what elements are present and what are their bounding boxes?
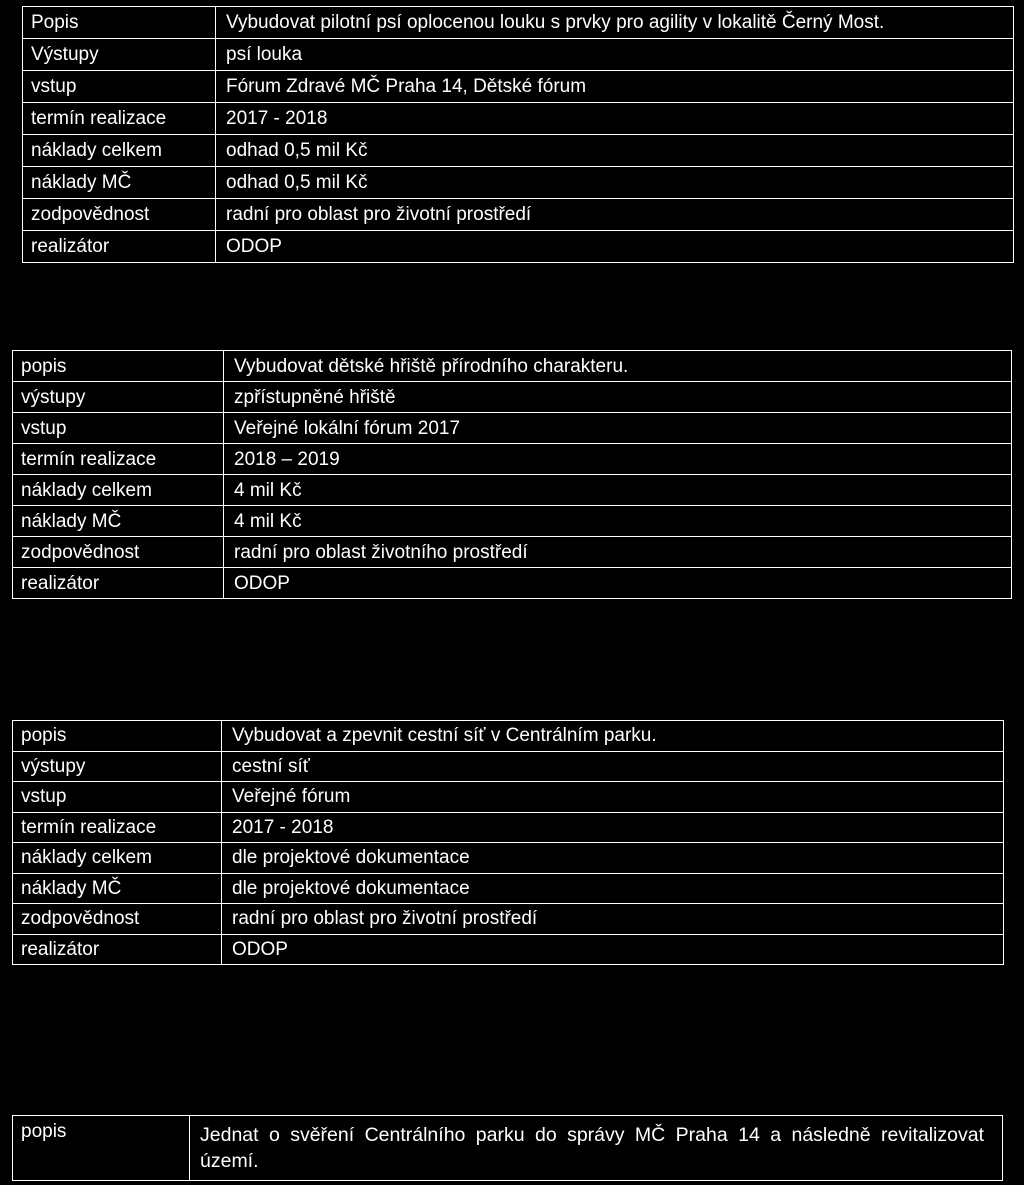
table-row: [13, 537, 1012, 568]
row-value-vystupy: cestní síť: [222, 751, 1004, 782]
table-row: [23, 231, 1014, 263]
row-value-realizator: ODOP: [224, 568, 1012, 599]
row-value-naklady-mc: odhad 0,5 mil Kč: [216, 167, 1014, 199]
row-value-vystupy: psí louka: [216, 39, 1014, 71]
row-label-realizator: realizátor: [13, 934, 222, 965]
row-label-realizator: realizátor: [13, 568, 224, 599]
row-value-termin: 2018 – 2019: [224, 444, 1012, 475]
table-row: [23, 7, 1014, 39]
table-row: [23, 103, 1014, 135]
row-value-zodpovednost: radní pro oblast pro životní prostředí: [222, 904, 1004, 935]
row-value-vstup: Fórum Zdravé MČ Praha 14, Dětské fórum: [216, 71, 1014, 103]
row-label-termin: termín realizace: [23, 103, 216, 135]
row-value-termin: 2017 - 2018: [222, 812, 1004, 843]
table-row: [13, 568, 1012, 599]
row-label-termin: termín realizace: [13, 444, 224, 475]
row-label-popis: Popis: [23, 7, 216, 39]
row-label-zodpovednost: zodpovědnost: [23, 199, 216, 231]
row-value-vstup: Veřejné lokální fórum 2017: [224, 413, 1012, 444]
table-row: [13, 873, 1004, 904]
table-row: [23, 135, 1014, 167]
row-value-vstup: Veřejné fórum: [222, 782, 1004, 813]
table-row: [13, 506, 1012, 537]
row-label-vystupy: Výstupy: [23, 39, 216, 71]
row-label-realizator: realizátor: [23, 231, 216, 263]
row-value-naklady-celkem: odhad 0,5 mil Kč: [216, 135, 1014, 167]
row-label-naklady-celkem: náklady celkem: [13, 843, 222, 874]
row-label-popis: popis: [13, 721, 222, 752]
table-row: [13, 812, 1004, 843]
row-value-naklady-celkem: dle projektové dokumentace: [222, 843, 1004, 874]
table-row: [23, 71, 1014, 103]
row-label-vstup: vstup: [23, 71, 216, 103]
table-row: [13, 444, 1012, 475]
table-row: [13, 843, 1004, 874]
project-table-path-network: [12, 720, 1004, 965]
row-label-naklady-mc: náklady MČ: [13, 873, 222, 904]
row-label-naklady-celkem: náklady celkem: [23, 135, 216, 167]
table-row: [23, 167, 1014, 199]
row-label-naklady-mc: náklady MČ: [23, 167, 216, 199]
table-row: [23, 39, 1014, 71]
row-value-naklady-mc: 4 mil Kč: [224, 506, 1012, 537]
row-value-popis: Vybudovat dětské hřiště přírodního charakteru.: [224, 351, 1012, 382]
row-label-termin: termín realizace: [13, 812, 222, 843]
row-value-realizator: ODOP: [216, 231, 1014, 263]
project-table-dog-meadow: [22, 6, 1014, 263]
row-label-naklady-mc: náklady MČ: [13, 506, 224, 537]
row-label-naklady-celkem: náklady celkem: [13, 475, 224, 506]
row-label-popis: popis: [13, 1116, 190, 1181]
row-value-popis: Vybudovat a zpevnit cestní síť v Centrálním parku.: [222, 721, 1004, 752]
table-row: [13, 413, 1012, 444]
table-row: [13, 721, 1004, 752]
row-label-popis: popis: [13, 351, 224, 382]
row-label-vystupy: výstupy: [13, 382, 224, 413]
table-row: [13, 782, 1004, 813]
table-row: [23, 199, 1014, 231]
table-row: [13, 751, 1004, 782]
table-row: [13, 475, 1012, 506]
project-table-playground: [12, 350, 1012, 599]
row-label-zodpovednost: zodpovědnost: [13, 904, 222, 935]
table-row: [13, 351, 1012, 382]
project-table-central-park: [12, 1115, 1003, 1181]
row-value-naklady-celkem: 4 mil Kč: [224, 475, 1012, 506]
row-value-naklady-mc: dle projektové dokumentace: [222, 873, 1004, 904]
table-row: [13, 934, 1004, 965]
row-value-realizator: ODOP: [222, 934, 1004, 965]
row-label-vystupy: výstupy: [13, 751, 222, 782]
row-label-vstup: vstup: [13, 413, 224, 444]
row-value-zodpovednost: radní pro oblast pro životní prostředí: [216, 199, 1014, 231]
row-value-vystupy: zpřístupněné hřiště: [224, 382, 1012, 413]
row-value-popis: Jednat o svěření Centrálního parku do správy MČ Praha 14 a následně revitalizovat území.: [190, 1116, 1003, 1181]
row-value-termin: 2017 - 2018: [216, 103, 1014, 135]
row-label-vstup: vstup: [13, 782, 222, 813]
table-row: [13, 1116, 1003, 1181]
row-value-zodpovednost: radní pro oblast životního prostředí: [224, 537, 1012, 568]
row-label-zodpovednost: zodpovědnost: [13, 537, 224, 568]
table-row: [13, 904, 1004, 935]
row-value-popis: Vybudovat pilotní psí oplocenou louku s prvky pro agility v lokalitě Černý Most.: [216, 7, 1014, 39]
table-row: [13, 382, 1012, 413]
